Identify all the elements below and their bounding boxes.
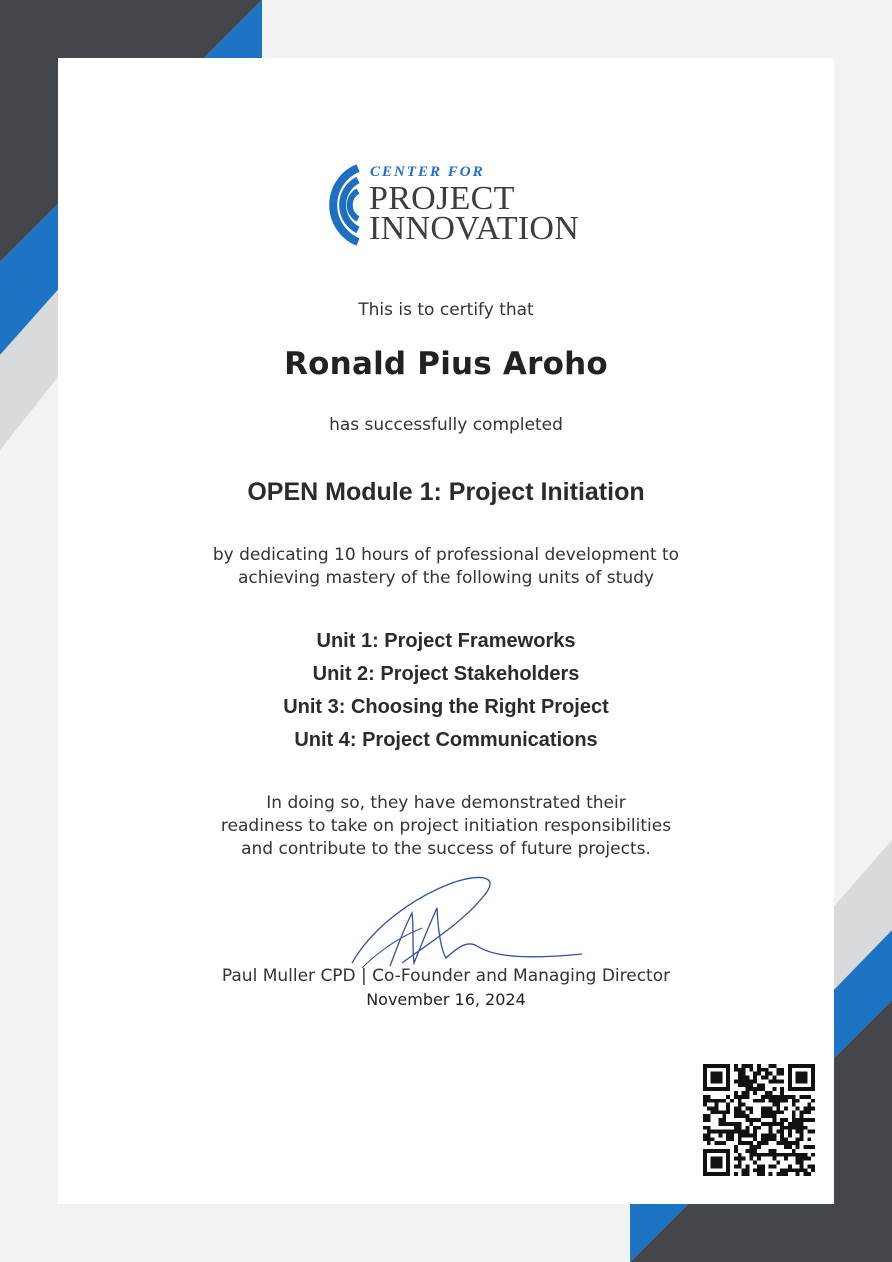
unit-item: Unit 1: Project Frameworks: [316, 630, 576, 652]
unit-item: Unit 4: Project Communications: [294, 729, 598, 751]
dedication-line-1: by dedicating 10 hours of professional development to: [212, 545, 680, 565]
closing-text: [0, 792, 892, 861]
units-list: [0, 625, 892, 757]
module-title: OPEN Module 1: Project Initiation: [247, 478, 645, 506]
completed-text: has successfully completed: [329, 415, 563, 435]
closing-line-2: readiness to take on project initiation responsibilities: [220, 816, 672, 836]
dedication-text: [0, 544, 892, 590]
handwritten-signature: [342, 868, 592, 978]
dedication-line-2: achieving mastery of the following units of study: [238, 568, 654, 588]
logo-line-3: INNOVATION: [369, 210, 580, 247]
issue-date: November 16, 2024: [366, 990, 526, 1009]
recipient-name: Ronald Pius Aroho: [284, 346, 608, 382]
logo-line-2: PROJECT: [369, 180, 515, 217]
concentric-arcs-logo-icon: [302, 164, 364, 246]
unit-item: Unit 3: Choosing the Right Project: [283, 696, 609, 718]
closing-line-1: In doing so, they have demonstrated their: [266, 793, 626, 813]
certify-lead: This is to certify that: [358, 300, 534, 320]
qr-code-icon: [703, 1064, 815, 1176]
closing-line-3: and contribute to the success of future projects.: [241, 839, 651, 859]
logo: [302, 164, 592, 246]
unit-item: Unit 2: Project Stakeholders: [312, 663, 580, 685]
signer-line: Paul Muller CPD | Co-Founder and Managing Director: [221, 966, 671, 986]
logo-line-1: CENTER FOR: [370, 164, 485, 180]
